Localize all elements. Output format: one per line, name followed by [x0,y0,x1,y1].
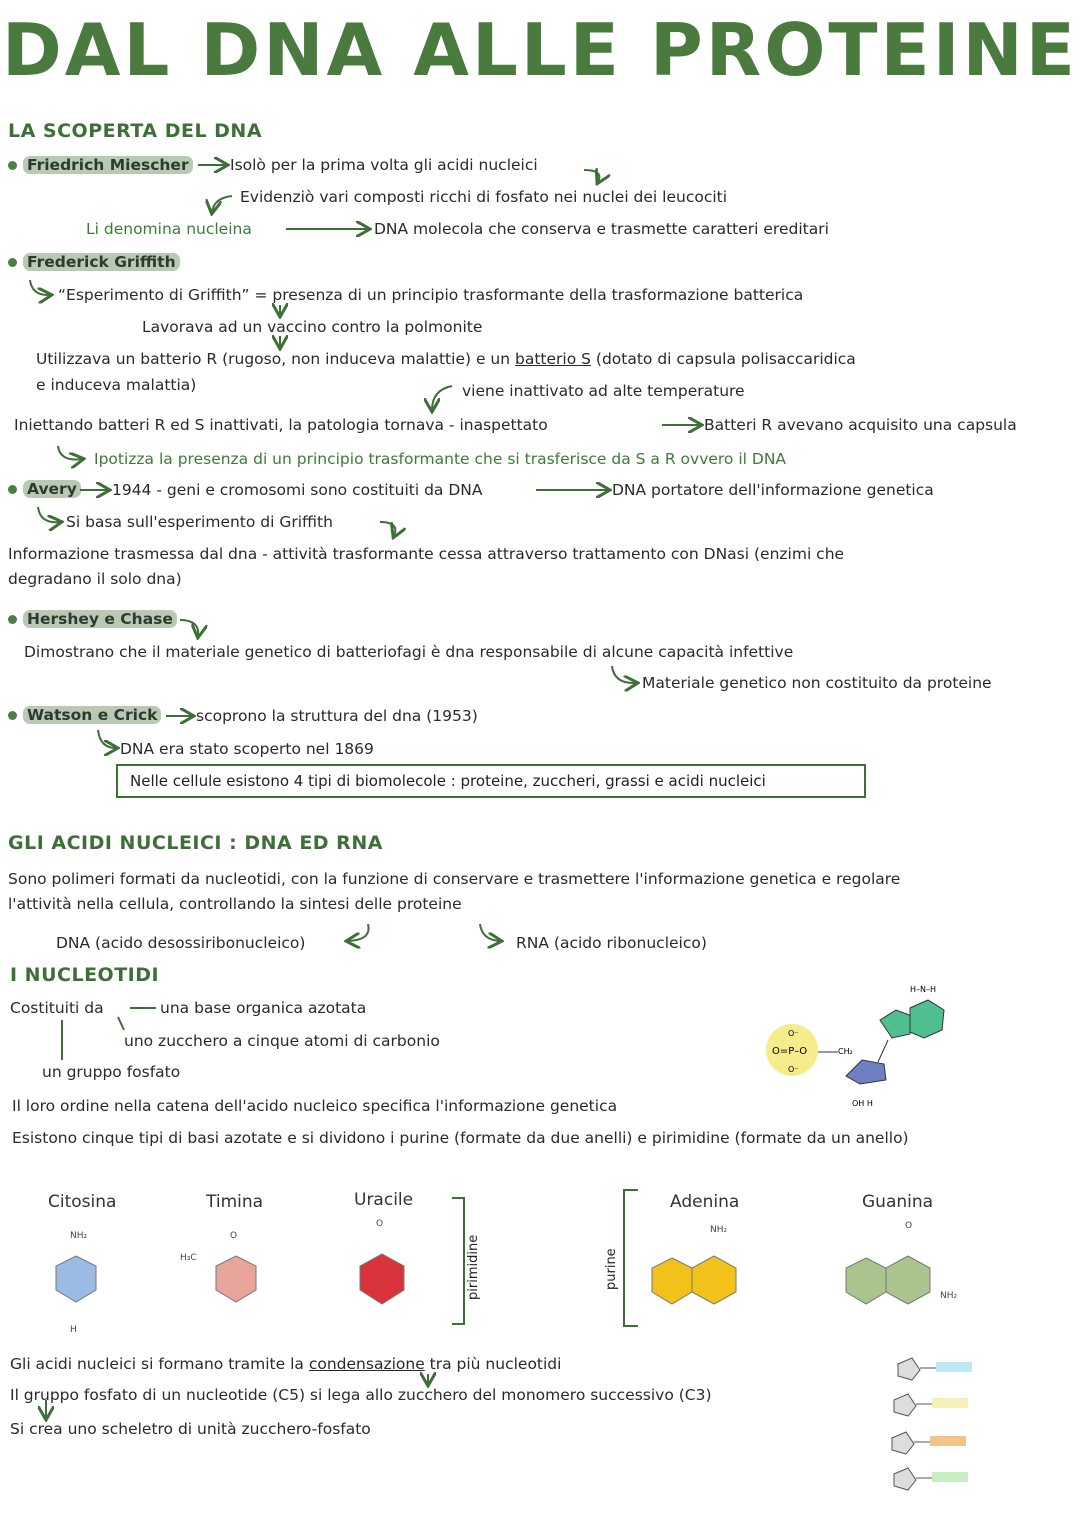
label-uracile: Uracile [354,1190,414,1210]
label-guanina: Guanina [862,1192,934,1212]
svg-text:H₃C: H₃C [180,1253,197,1263]
svg-text:O⁻: O⁻ [788,1065,799,1074]
nucleotidi-text-2: Esistono cinque tipi di basi azotate e si dividono i purine (formate da due anelli) e pirimidine (formate da un anello) [12,1129,909,1147]
adenina-ring-a [652,1258,692,1304]
label-timina: Timina [206,1192,264,1212]
griffith-text-3c: (dotato di capsula polisaccaridica [590,350,856,368]
timina-ring [216,1256,256,1302]
avery-text-1b: DNA portatore dell'informazione genetica [612,481,934,499]
griffith-text-2: Lavorava ad un vaccino contro la polmonite [142,318,483,336]
watson-text-1: scoprono la struttura del dna (1953) [196,707,478,725]
page-title: DAL DNA ALLE PROTEINE [2,8,1078,92]
section-heading-acidi: GLI ACIDI NUCLEICI : DNA ED RNA [8,832,383,854]
svg-text:H: H [70,1325,77,1335]
svg-text:O=P–O: O=P–O [772,1046,808,1057]
sugar-phosphate-backbone-diagram [860,1340,980,1510]
griffith-text-4: e induceva malattia) [36,376,197,394]
svg-text:NH₂: NH₂ [940,1291,958,1301]
backbone-base-yellow [932,1398,968,1408]
svg-text:O: O [905,1221,913,1231]
condensazione-text-a: Gli acidi nucleici si formano tramite la [10,1355,309,1373]
condensazione-word: condensazione [308,1355,425,1373]
section-heading-nucleotidi: I NUCLEOTIDI [10,964,160,986]
label-adenina: Adenina [670,1192,740,1212]
nucleotide-molecule-diagram [760,980,960,1110]
griffith-text-3a: Utilizzava un batterio R (rugoso, non induceva malattie) e un [36,350,515,368]
avery-text-1a: 1944 - geni e cromosomi sono costituiti da DNA [112,481,483,499]
biomolecole-box: Nelle cellule esistono 4 tipi di biomolecole : proteine, zuccheri, grassi e acidi nucleici [116,764,866,798]
griffith-text-7: Ipotizza la presenza di un principio trasformante che si trasferisce da S a R ovvero il DNA [94,450,787,468]
backbone-base-cyan [936,1362,972,1372]
griffith-text-6a: Iniettando batteri R ed S inattivati, la patologia tornava - inaspettato [14,416,548,434]
label-purine: purine [604,1248,619,1290]
acidi-text-2: l'attività nella cellula, controllando la sintesi delle proteine [8,895,462,913]
citosina-ring [56,1256,96,1302]
miescher-text-2: Evidenziò vari composti ricchi di fosfato nei nuclei dei leucociti [240,188,728,206]
guanina-ring-a [846,1258,886,1304]
name-hershey-chase: Hershey e Chase [23,610,177,628]
nucleotidi-text-1: Il loro ordine nella catena dell'acido nucleico specifica l'informazione genetica [12,1097,618,1115]
avery-text-4: degradano il solo dna) [8,570,182,588]
svg-text:CH₂: CH₂ [838,1047,853,1056]
watson-text-2: DNA era stato scoperto nel 1869 [120,740,374,758]
avery-text-2: Si basa sull'esperimento di Griffith [66,513,333,531]
rna-label: RNA (acido ribonucleico) [516,934,707,952]
griffith-text-1: “Esperimento di Griffith” = presenza di un principio trasformante della trasformazione batterica [58,286,804,304]
backbone-base-orange [930,1436,966,1446]
condensazione-text-c: tra più nucleotidi [424,1355,562,1373]
dna-label: DNA (acido desossiribonucleico) [56,934,306,952]
svg-text:NH₂: NH₂ [710,1225,728,1235]
label-pirimidine: pirimidine [466,1234,481,1300]
griffith-text-6b: Batteri R avevano acquisito una capsula [704,416,1017,434]
backbone-base-green [932,1472,968,1482]
name-watson-crick: Watson e Crick [23,706,161,724]
azotate-bases-diagram [30,1220,1010,1340]
name-griffith: Frederick Griffith [23,253,180,271]
zucchero: uno zucchero a cinque atomi di carbonio [124,1032,440,1050]
svg-text:H–N–H: H–N–H [910,985,937,994]
miescher-text-3b: DNA molecola che conserva e trasmette caratteri ereditari [374,220,829,238]
hershey-text-2: Materiale genetico non costituito da proteine [642,674,992,692]
svg-text:NH₂: NH₂ [70,1231,88,1241]
name-avery: Avery [23,480,81,498]
svg-text:OH H: OH H [852,1099,873,1108]
gruppo-fosfato: un gruppo fosfato [42,1063,181,1081]
base-azotata: una base organica azotata [160,999,367,1017]
griffith-text-5: viene inattivato ad alte temperature [462,382,745,400]
avery-text-3: Informazione trasmessa dal dna - attività trasformante cessa attraverso trattamento con DNasi (enzimi che [8,545,845,563]
label-citosina: Citosina [48,1192,117,1212]
miescher-text-3a: Li denomina nucleina [86,220,252,238]
guanina-ring-b [886,1256,930,1304]
section-heading-scoperta: LA SCOPERTA DEL DNA [8,120,263,142]
svg-text:O⁻: O⁻ [788,1029,799,1038]
svg-text:O: O [376,1219,384,1229]
svg-text:O: O [230,1231,238,1241]
scheletro-text: Si crea uno scheletro di unità zucchero-fosfato [10,1420,371,1438]
acidi-text-1: Sono polimeri formati da nucleotidi, con la funzione di conservare e trasmettere l'informazione genetica e regolare [8,870,901,888]
miescher-text-1: Isolò per la prima volta gli acidi nucleici [230,156,538,174]
costituiti-da: Costituiti da [10,999,104,1017]
adenina-ring-b [692,1256,736,1304]
hershey-text-1: Dimostrano che il materiale genetico di batteriofagi è dna responsabile di alcune capacità infettive [24,643,794,661]
griffith-text-3b: batterio S [515,350,591,368]
fosfato-legame-text: Il gruppo fosfato di un nucleotide (C5) si lega allo zucchero del monomero successivo (C3) [10,1386,712,1404]
uracile-ring [360,1254,404,1304]
name-miescher: Friedrich Miescher [23,156,193,174]
